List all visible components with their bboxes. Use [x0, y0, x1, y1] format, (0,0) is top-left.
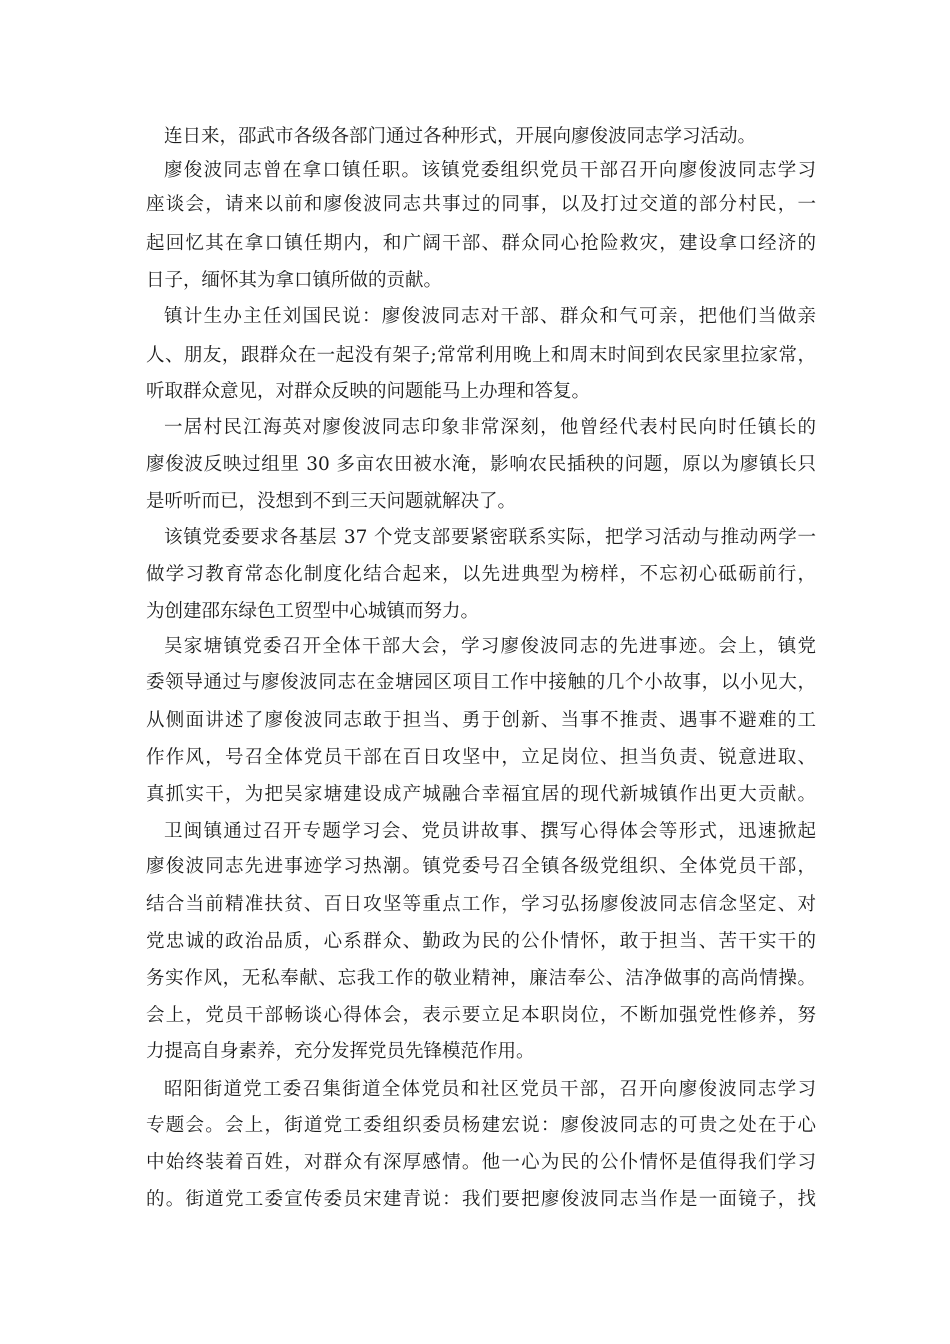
text-line: 起回忆其在拿口镇任期内，和广阔干部、群众同心抢险救灾，建设拿口经济的 [146, 233, 816, 254]
text-line: 座谈会，请来以前和廖俊波同志共事过的同事，以及打过交道的部分村民，一 [146, 194, 816, 215]
text-line: 委领导通过与廖俊波同志在金塘园区项目工作中接触的几个小故事，以小见大， [146, 672, 816, 693]
text-line: 廖俊波同志先进事迹学习热潮。镇党委号召全镇各级党组织、全体党员干部， [146, 856, 816, 877]
text-line: 结合当前精准扶贫、百日攻坚等重点工作，学习弘扬廖俊波同志信念坚定、对 [146, 894, 816, 915]
text-line: 人、朋友，跟群众在一起没有架子;常常利用晚上和周末时间到农民家里拉家常， [146, 345, 816, 366]
text-line: 吴家塘镇党委召开全体干部大会，学习廖俊波同志的先进事迹。会上，镇党 [164, 636, 816, 657]
text-line: 日子，缅怀其为拿口镇所做的贡献。 [146, 270, 443, 291]
text-line: 做学习教育常态化制度化结合起来，以先进典型为榜样，不忘初心砥砺前行， [146, 564, 816, 585]
text-line: 党忠诚的政治品质，心系群众、勤政为民的公仆情怀，敢于担当、苦干实干的 [146, 931, 816, 952]
text-line: 的。街道党工委宣传委员宋建青说：我们要把廖俊波同志当作是一面镜子，找 [146, 1189, 816, 1210]
text-line: 卫闽镇通过召开专题学习会、党员讲故事、撰写心得体会等形式，迅速掀起 [164, 821, 816, 842]
text-line: 一居村民江海英对廖俊波同志印象非常深刻，他曾经代表村民向时任镇长的 [164, 417, 816, 438]
text-line: 专题会。会上，街道党工委组织委员杨建宏说：廖俊波同志的可贵之处在于心 [146, 1115, 816, 1136]
text-line: 昭阳街道党工委召集街道全体党员和社区党员干部，召开向廖俊波同志学习 [164, 1079, 816, 1100]
text-line: 是听听而已，没想到不到三天问题就解决了。 [146, 491, 517, 512]
text-line: 从侧面讲述了廖俊波同志敢于担当、勇于创新、当事不推责、遇事不避难的工 [146, 710, 816, 731]
text-line: 听取群众意见，对群众反映的问题能马上办理和答复。 [146, 381, 591, 402]
text-line: 务实作风，无私奉献、忘我工作的敬业精神，廉洁奉公、洁净做事的高尚情操。 [146, 968, 816, 989]
text-line: 力提高自身素养，充分发挥党员先锋模范作用。 [146, 1041, 535, 1062]
text-line: 中始终装着百姓，对群众有深厚感情。他一心为民的公仆情怀是值得我们学习 [146, 1152, 816, 1173]
text-line: 连日来，邵武市各级各部门通过各种形式，开展向廖俊波同志学习活动。 [164, 126, 757, 147]
text-line: 该镇党委要求各基层 37 个党支部要紧密联系实际，把学习活动与推动两学一 [164, 527, 816, 548]
text-line: 廖俊波同志曾在拿口镇任职。该镇党委组织党员干部召开向廖俊波同志学习 [164, 160, 816, 181]
text-line: 镇计生办主任刘国民说：廖俊波同志对干部、群众和气可亲，把他们当做亲 [164, 306, 816, 327]
text-line: 为创建邵东绿色工贸型中心城镇而努力。 [146, 601, 480, 622]
text-line: 真抓实干，为把吴家塘建设成产城融合幸福宜居的现代新城镇作出更大贡献。 [146, 784, 816, 805]
text-line: 廖俊波反映过组里 30 多亩农田被水淹，影响农民插秧的问题，原以为廖镇长只 [146, 454, 816, 475]
text-line: 作作风，号召全体党员干部在百日攻坚中，立足岗位、担当负责、锐意进取、 [146, 747, 816, 768]
text-line: 会上，党员干部畅谈心得体会，表示要立足本职岗位，不断加强党性修养，努 [146, 1005, 816, 1026]
